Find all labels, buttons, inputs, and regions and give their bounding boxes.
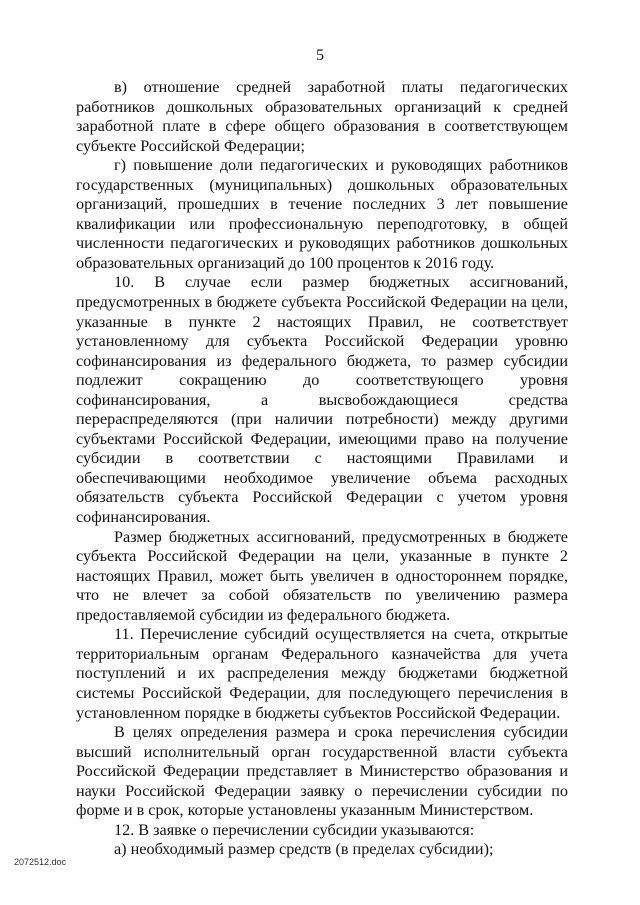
paragraph-12: 12. В заявке о перечислении субсидии указываются:	[114, 820, 475, 839]
paragraph-application: В целях определения размера и срока перечисления субсидии высший исполнительный орган государственной власти субъекта Российской Федерации представляет в Министерство образования и науки Российской Федерации заявку о перечислении субсидии по форме и в срок, которые установлены указанным Министерством.	[76, 723, 568, 820]
footer-filename: 2072512.doc	[14, 857, 67, 867]
paragraph-budget-size: Размер бюджетных ассигнований, предусмотренных в бюджете субъекта Российской Федерации на цели, указанные в пункте 2 настоящих Правил, может быть увеличен в одностороннем порядке, что не влечет за собой обязательств по увеличению размера предоставляемой субсидии из федерального бюджета.	[76, 527, 568, 624]
paragraph-v: в) отношение средней заработной платы педагогических работников дошкольных образовательных организаций к средней заработной плате в сфере общего образования в соответствующем субъекте Российской Федерации;	[76, 78, 568, 155]
paragraph-11: 11. Перечисление субсидий осуществляется на счета, открытые территориальным органам Федерального казначейства для учета поступлений и их распределения между бюджетами бюджетной системы Российской Федерации, для последующего перечисления в установленном порядке в бюджеты субъектов Российской Федерации.	[76, 625, 568, 722]
paragraph-a: а) необходимый размер средств (в пределах субсидии);	[114, 840, 494, 859]
paragraph-10: 10. В случае если размер бюджетных ассигнований, предусмотренных в бюджете субъекта Российской Федерации на цели, указанные в пункте 2 настоящих Правил, не соответствует установленному для субъекта Российской Федерации уровню софинансирования из федерального бюджета, то размер субсидии подлежит сокращению до соответствующего уровня софинансирования, а высвобождающиеся средства перераспределяются (при наличии потребности) между другими субъектами Российской Федерации, имеющими право на получение субсидии в соответствии с настоящими Правилами и обеспечивающими необходимое увеличение объема расходных обязательств субъекта Российской Федерации с учетом уровня софинансирования.	[76, 273, 568, 527]
paragraph-g: г) повышение доли педагогических и руководящих работников государственных (муниципальных) дошкольных образовательных организаций, прошедших в течение последних 3 лет повышение квалификации или профессиональную переподготовку, в общей численности педагогических и руководящих работников дошкольных образовательных организаций до 100 процентов к 2016 году.	[76, 156, 568, 272]
document-body	[76, 78, 568, 860]
page-number: 5	[316, 47, 324, 64]
